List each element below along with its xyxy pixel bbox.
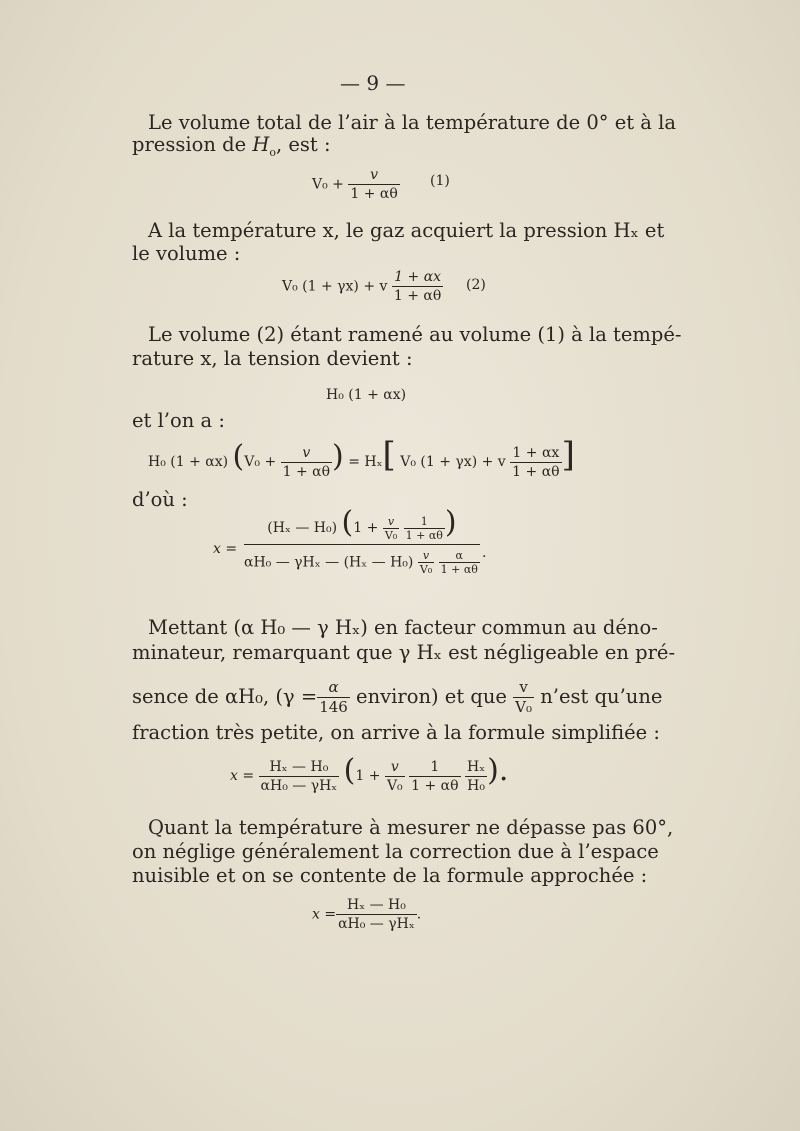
page-number: — 9 — [340,71,406,95]
paragraph-6-line-1: Mettant (α H₀ — γ Hₓ) en facteur commun au déno- [148,616,658,639]
equation-3: H₀ (1 + αx) [326,387,407,403]
equation-1: V₀ + $\frac{v}{1 + \alpha\theta}$ [312,167,398,202]
paragraph-2-line-1: A la température x, le gaz acquiert la pression Hₓ et [148,219,665,242]
paragraph-6-line-2: minateur, remarquant que γ Hₓ est négligeable en pré- [132,641,676,664]
equation-5-x-equals: x = [213,541,238,557]
paragraph-1-line-1: Le volume total de l’air à la température de 0° et à la [148,111,676,134]
paragraph-5: d’où : [132,488,188,511]
paragraph-1-line-2: pression de $H_o$, est : [132,133,331,159]
equation-6: x = $\frac{\text{Hₓ — H₀}}{\text{αH₀ — γHₓ}}$ (1 + $\frac{v}{\text{V₀}}$ $\frac{1}{1 + \alpha\theta}$ $\frac{\text{Hₓ}}{\text{H₀}}$ ). [230,753,509,794]
equation-2-label: (2) [466,277,486,293]
paragraph-7-line-1: Quant la température à mesurer ne dépasse pas 60°, [148,816,674,839]
equation-1-label: (1) [430,173,450,189]
equation-5-fraction: (Hₓ — H₀) (1 + $\frac{v}{\text{V₀}}$ $\frac{1}{1 + \alpha\theta}$ ) αH₀ — γHₓ — (Hₓ — H₀) $\frac{v}{\text{V₀}}$ $\frac{\alpha}{1 + \alpha\theta}$ [244,505,478,576]
equation-2: V₀ (1 + γx) + v $\frac{1 + \alpha x}{1 + \alpha\theta}$ [282,269,442,304]
equation-5-period: . [482,545,487,561]
paragraph-4: et l’on a : [132,409,225,432]
paragraph-7-line-3: nuisible et on se contente de la formule approchée : [132,864,648,887]
paragraph-2-line-2: le volume : [132,242,241,265]
paragraph-7-line-2: on néglige généralement la correction due à l’espace [132,840,659,863]
paragraph-6-line-4: fraction très petite, on arrive à la formule simplifiée : [132,721,660,744]
paragraph-6-line-3: sence de αH₀, (γ = $\frac{\alpha}{146}$ environ) et que $\frac{v}{\text{V₀}}$ n’est qu’une [132,678,663,716]
paragraph-3-line-1: Le volume (2) étant ramené au volume (1) à la tempé- [148,323,682,346]
equation-7: x = $\frac{\text{Hₓ — H₀}}{\text{αH₀ — γHₓ}}$ . [312,897,422,932]
equation-4: H₀ (1 + αx) (V₀ + $\frac{v}{1 + \alpha\theta}$ ) = Hₓ[ V₀ (1 + γx) + v $\frac{1 + \alpha x}{1 + \alpha\theta}$ ] [148,435,575,480]
paragraph-3-line-2: rature x, la tension devient : [132,347,413,370]
